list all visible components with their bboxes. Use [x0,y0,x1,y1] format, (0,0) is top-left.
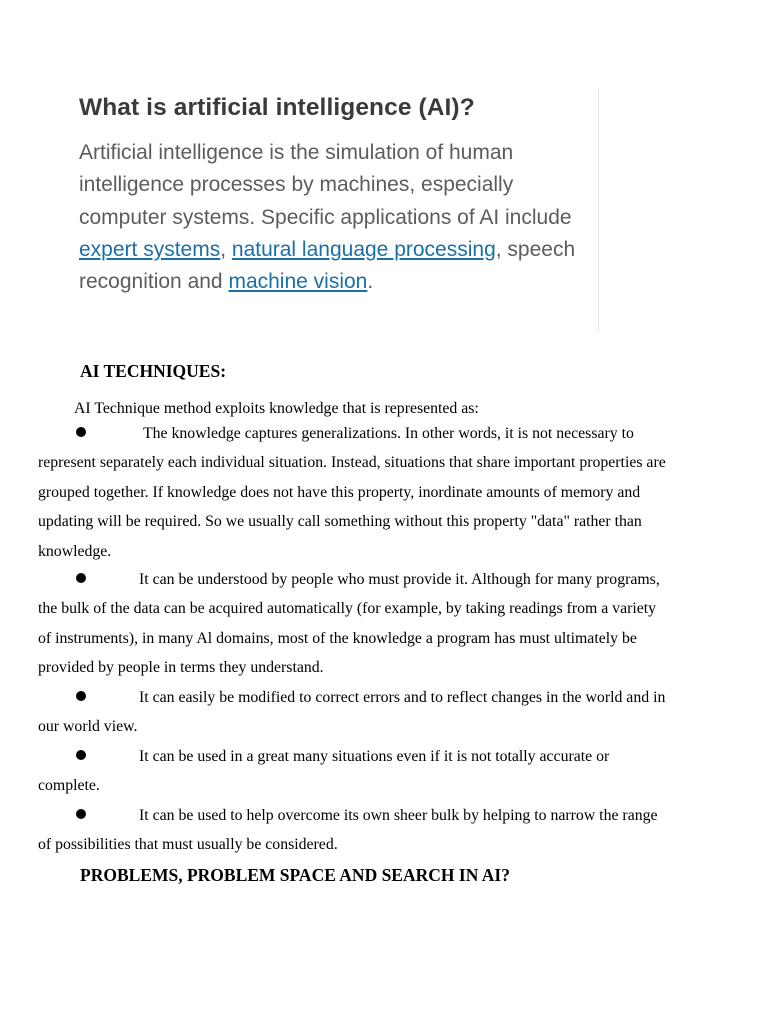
bullet-dot [76,750,86,760]
link-natural-language-processing[interactable]: natural language processing [231,237,496,261]
snippet-period: . [367,270,374,294]
snippet-text: Artificial intelligence is the simulation of human intelligence processes by machines, especially computer systems. Specific applications of AI include [79,141,572,229]
ai-definition-snippet [66,88,599,332]
snippet-title: What is artificial intelligence (AI)? [79,94,475,121]
snippet-text-continued: , speech recognition and [79,237,576,294]
bullet-item [38,565,670,683]
bullet-item [38,683,670,742]
problems-heading: PROBLEMS, PROBLEM SPACE AND SEARCH IN AI? [80,865,510,885]
link-machine-vision[interactable]: machine vision [228,270,368,294]
bullet-text: It can be understood by people who must provide it. Although for many programs, the bulk of the data can be acquired automatically (for example, by taking readings from a variety of instruments), in many Al domains, most of the knowledge a program has must ultimately be provided by people in terms they understand. [38,571,660,677]
bullet-dot [76,691,86,701]
snippet-separator: , [220,237,232,261]
snippet-body [79,137,594,298]
link-expert-systems[interactable]: expert systems [79,237,221,261]
bullet-dot [76,427,86,437]
bullet-item [38,419,670,566]
bullet-dot [76,573,86,583]
ai-techniques-heading: AI TECHNIQUES: [80,361,227,381]
bullet-text: It can easily be modified to correct errors and to reflect changes in the world and in our world view. [38,689,666,736]
bullet-item [38,742,670,801]
intro-paragraph: AI Technique method exploits knowledge that is represented as: [74,400,479,417]
bullet-text: It can be used in a great many situations even if it is not totally accurate or complete. [38,748,610,795]
bullet-text: It can be used to help overcome its own sheer bulk by helping to narrow the range of possibilities that must usually be considered. [38,807,658,854]
bullet-item [38,801,670,860]
bullet-dot [76,809,86,819]
bullet-text: The knowledge captures generalizations. In other words, it is not necessary to represent separately each individual situation. Instead, situations that share important properties are grouped together. If knowledge does not have this property, inordinate amounts of memory and updating will be required. So we usually call something without this property "data" rather than knowledge. [38,425,666,560]
